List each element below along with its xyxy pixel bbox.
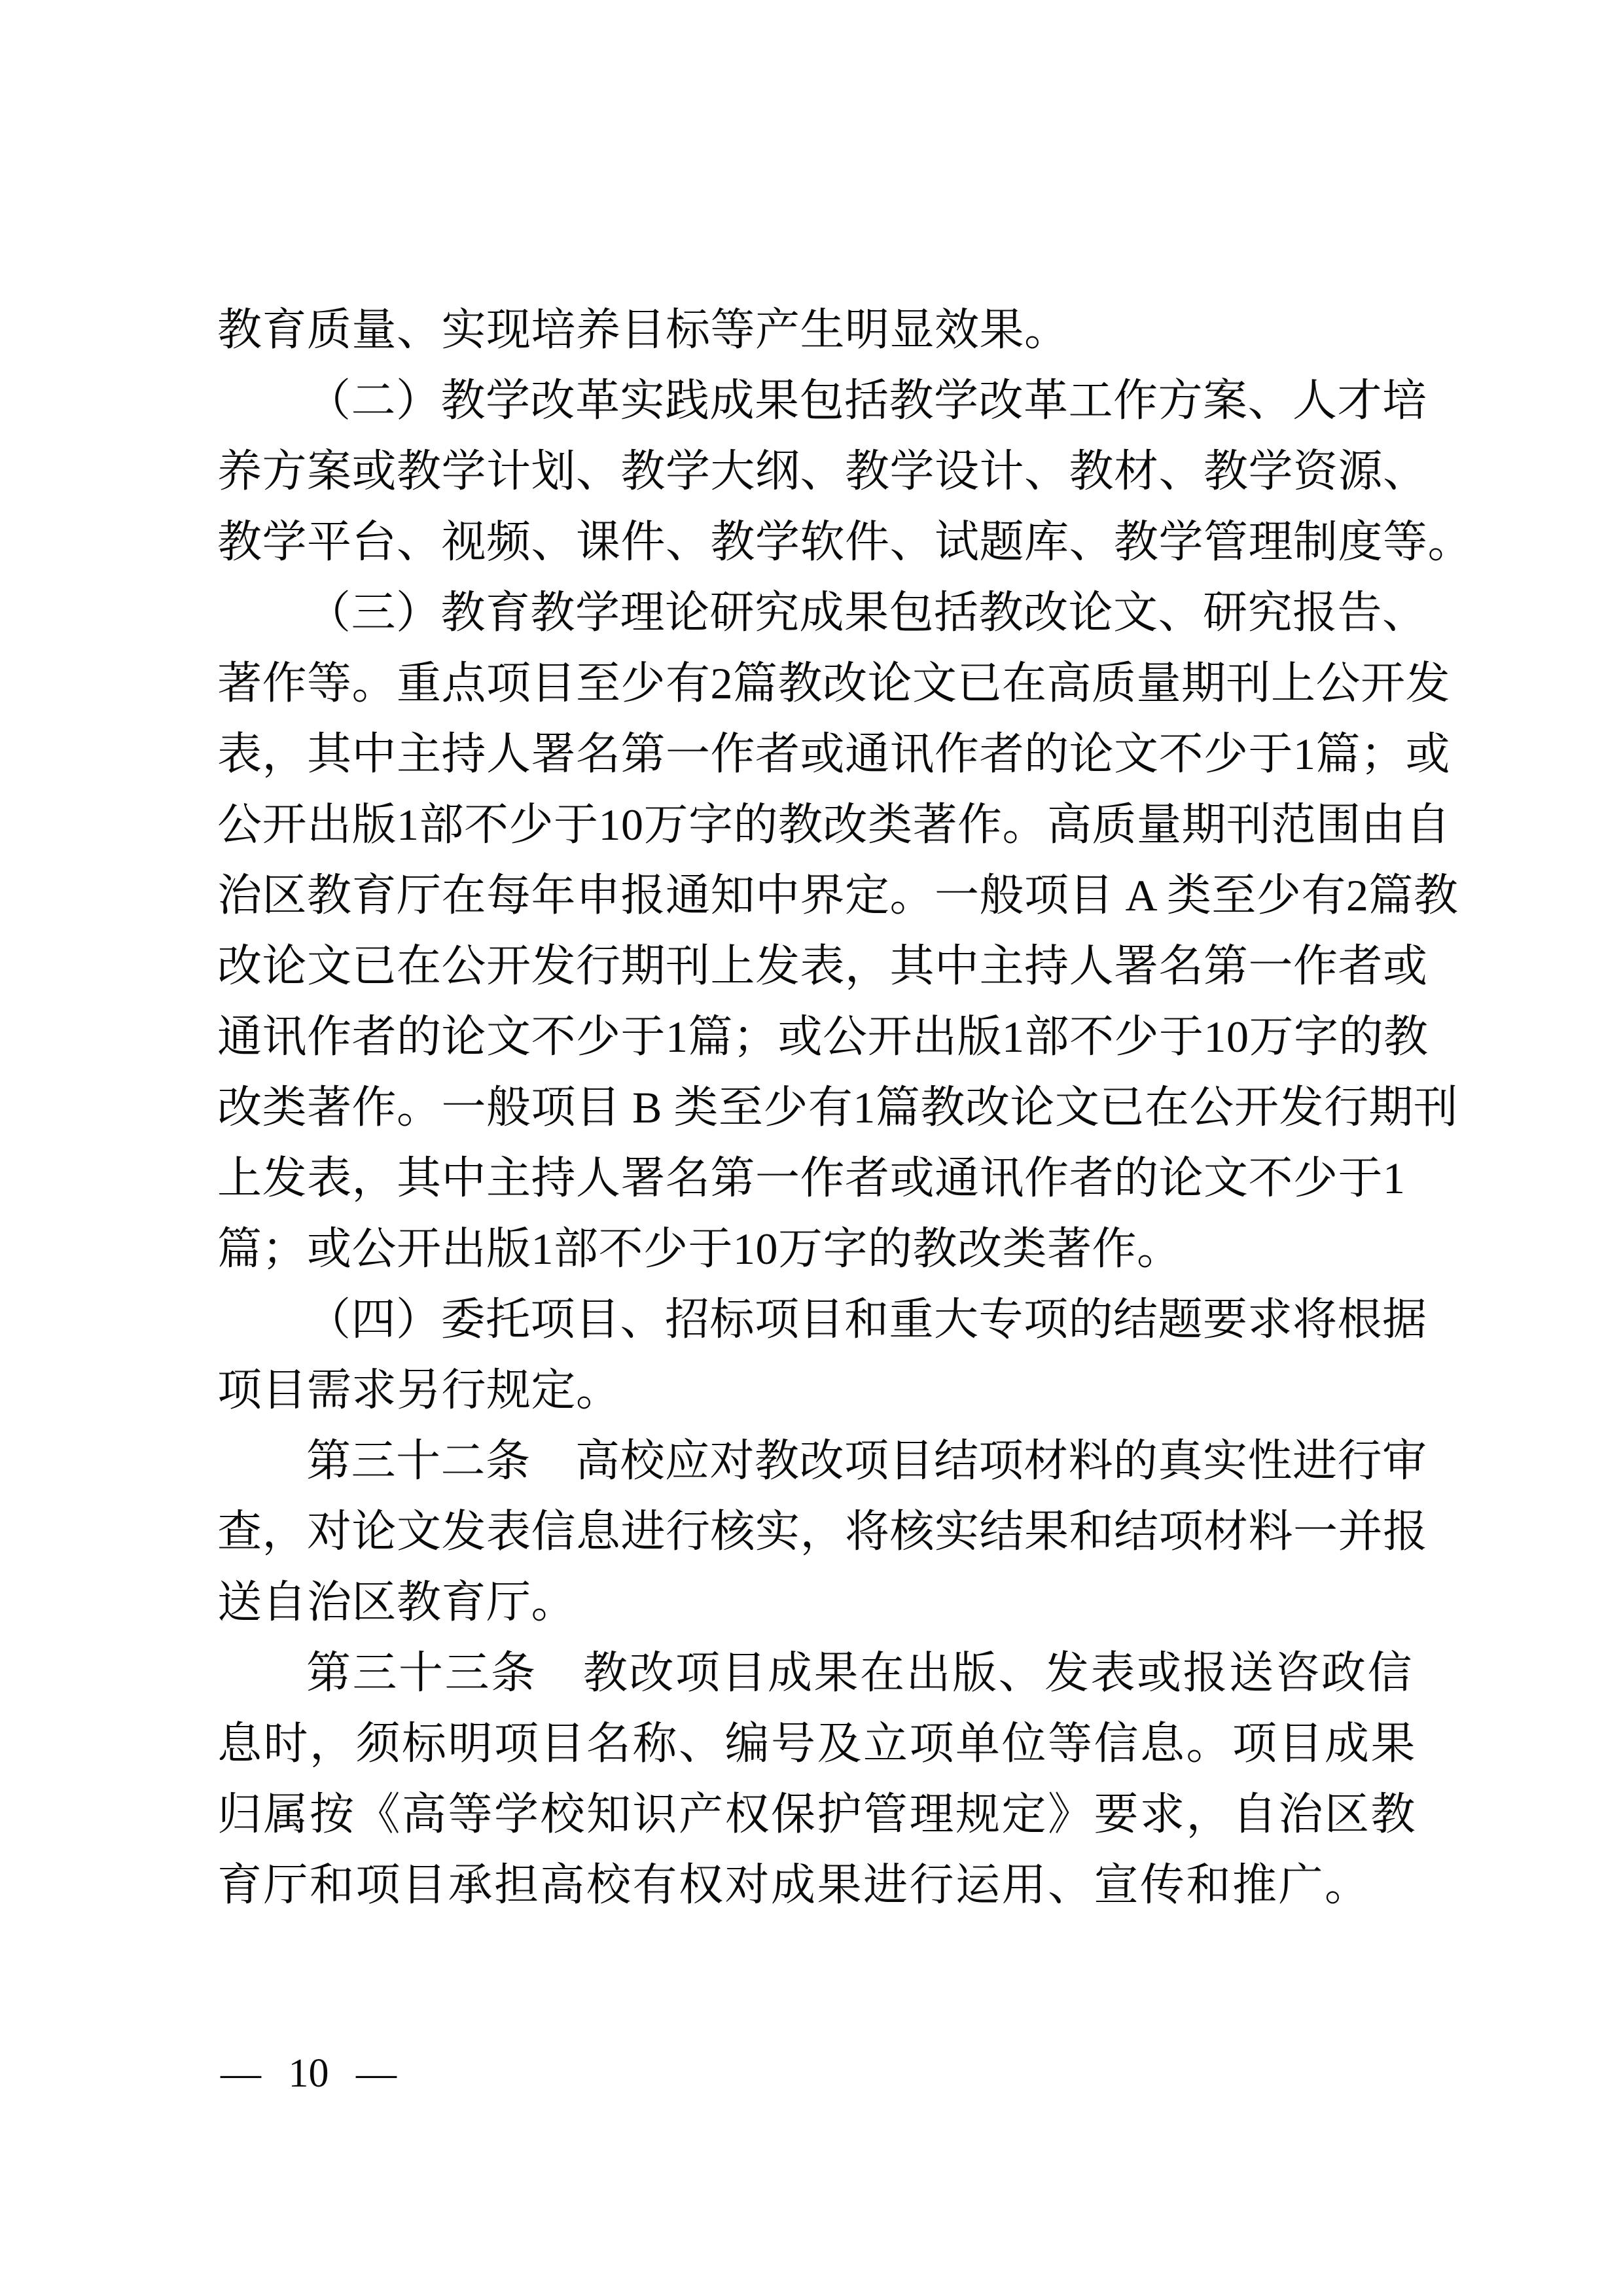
text-line: 改论文已在公开发行期刊上发表，其中主持人署名第一作者或 [217, 941, 1428, 991]
text-line: 第三十三条 教改项目成果在出版、发表或报送咨政信 [306, 1648, 1414, 1698]
text-line: 送自治区教育厅。 [217, 1577, 577, 1627]
text-line: 项目需求另行规定。 [217, 1365, 621, 1415]
text-line: （二）教学改革实践成果包括教学改革工作方案、人才培 [306, 376, 1427, 425]
text-line: 表，其中主持人署名第一作者或通讯作者的论文不少于1篇；或 [217, 729, 1451, 779]
page-number: — 10 — [221, 2051, 397, 2096]
text-line: （四）委托项目、招标项目和重大专项的结题要求将根据 [306, 1295, 1427, 1344]
text-line: 治区教育厅在每年申报通知中界定。一般项目 A 类至少有2篇教 [217, 870, 1459, 920]
text-line: 通讯作者的论文不少于1篇；或公开出版1部不少于10万字的教 [217, 1012, 1429, 1062]
text-line: 归属按《高等学校知识产权保护管理规定》要求，自治区教 [217, 1789, 1418, 1839]
text-line: 育厅和项目承担高校有权对成果进行运用、宣传和推广。 [217, 1860, 1371, 1910]
text-line: 查，对论文发表信息进行核实，将核实结果和结项材料一并报 [217, 1507, 1428, 1556]
document-body [217, 295, 1487, 1920]
text-line: 教学平台、视频、课件、教学软件、试题库、教学管理制度等。 [217, 517, 1473, 567]
text-line: 第三十二条 高校应对教改项目结项材料的真实性进行审 [306, 1436, 1427, 1486]
text-line: （三）教育教学理论研究成果包括教改论文、研究报告、 [306, 588, 1427, 637]
text-line: 养方案或教学计划、教学大纲、教学设计、教材、教学资源、 [217, 446, 1428, 496]
text-line: 著作等。重点项目至少有2篇教改论文已在高质量期刊上公开发 [217, 658, 1451, 708]
text-line: 上发表，其中主持人署名第一作者或通讯作者的论文不少于1 [217, 1153, 1406, 1203]
text-line: 篇；或公开出版1部不少于10万字的教改类著作。 [217, 1224, 1182, 1274]
text-line: 改类著作。一般项目 B 类至少有1篇教改论文已在公开发行期刊 [217, 1083, 1459, 1132]
text-line: 教育质量、实现培养目标等产生明显效果。 [217, 305, 1069, 355]
text-line: 息时，须标明项目名称、编号及立项单位等信息。项目成果 [217, 1719, 1418, 1768]
text-line: 公开出版1部不少于10万字的教改类著作。高质量期刊范围由自 [217, 800, 1451, 850]
